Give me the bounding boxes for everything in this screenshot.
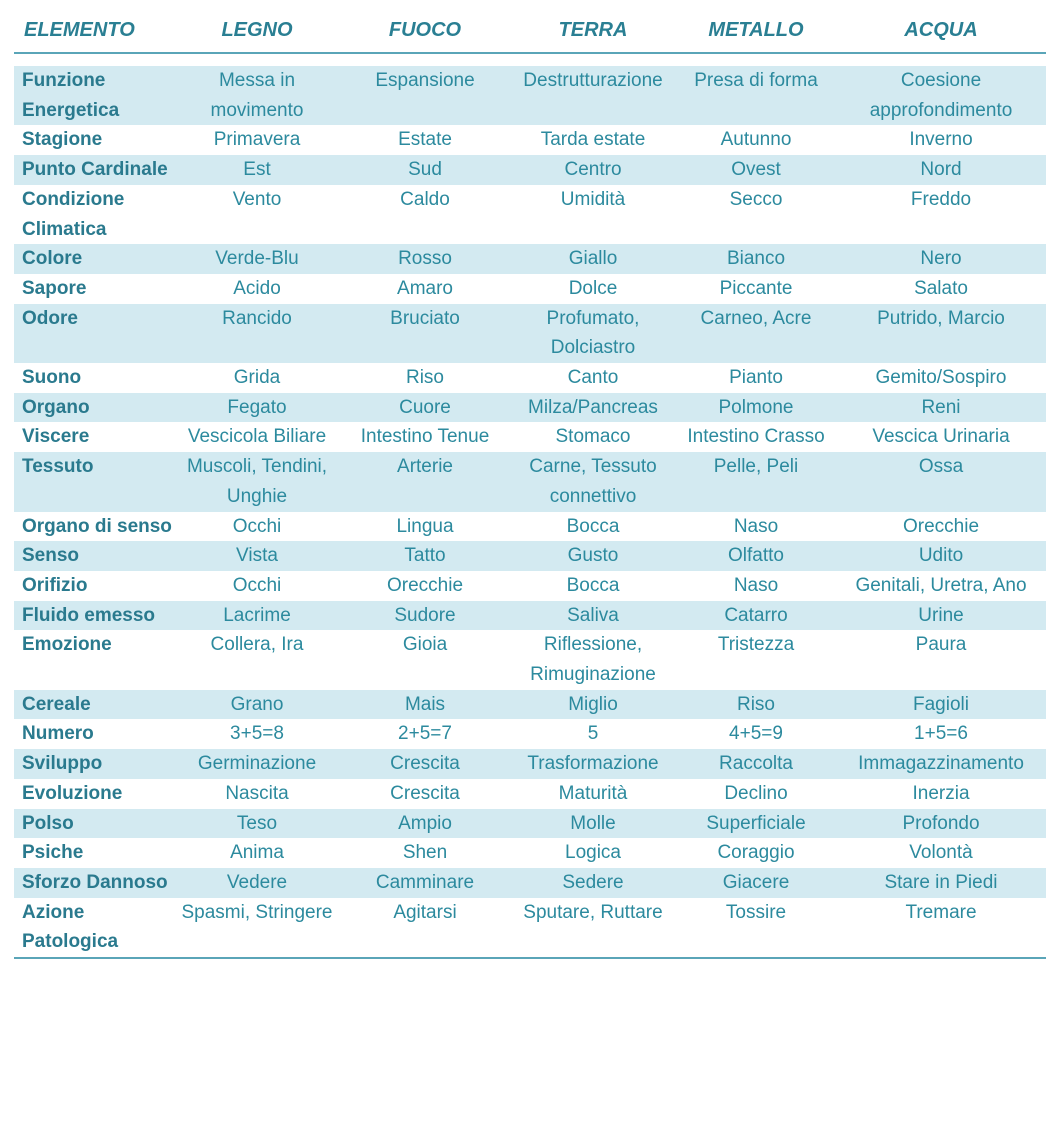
table-cell-terra: Tarda estate [540, 129, 646, 151]
table-cell-fuoco: Crescita [390, 782, 460, 804]
table-cell-acqua: Inerzia [912, 782, 970, 804]
table-row [14, 155, 1046, 185]
table-cell-metallo: Ovest [676, 155, 836, 185]
table-row [14, 838, 1046, 868]
table-cell-legno: Nascita [225, 782, 289, 804]
table-cell-legno: Anima [230, 842, 284, 864]
table-cell-legno: Vescicola Biliare [187, 426, 327, 448]
table-cell-acqua: Fagioli [836, 690, 1046, 720]
table-cell-terra: Trasformazione [510, 749, 676, 779]
row-label: Sapore [22, 277, 87, 299]
table-cell-acqua: Freddo [910, 188, 972, 210]
table-cell-fuoco: Mais [340, 690, 510, 720]
header-terra: TERRA [510, 8, 676, 53]
header-acqua: ACQUA [836, 8, 1046, 53]
table-cell-fuoco: Caldo [400, 188, 450, 210]
header-spacer [14, 53, 1046, 66]
row-label: Evoluzione [22, 782, 123, 804]
row-label: Odore [14, 304, 174, 363]
table-cell-acqua: Putrido, Marcio [836, 304, 1046, 363]
table-cell-acqua: Vescica Urinaria [872, 426, 1010, 448]
table-cell-fuoco: Gioia [402, 634, 448, 656]
table-cell-metallo: Tossire [676, 898, 836, 958]
table-row [14, 630, 1046, 689]
table-cell-acqua: Salato [914, 277, 968, 299]
table-cell-legno: Germinazione [174, 749, 340, 779]
row-label: Polso [14, 809, 174, 839]
table-cell-terra: Logica [565, 842, 621, 864]
table-row [14, 601, 1046, 631]
table-cell-legno: Rancido [174, 304, 340, 363]
table-cell-legno: Vista [174, 541, 340, 571]
table-cell-acqua: Tremare [836, 898, 1046, 958]
table-row [14, 571, 1046, 601]
table-cell-acqua: Orecchie [902, 515, 980, 537]
table-cell-fuoco: Bruciato [340, 304, 510, 363]
row-label: Stagione [22, 129, 103, 151]
table-cell-acqua: Urine [836, 601, 1046, 631]
table-body [14, 53, 1046, 958]
table-cell-legno: Spasmi, Stringere [174, 898, 340, 958]
table-cell-acqua: Genitali, Uretra, Ano [855, 574, 1027, 596]
table-cell-terra: Umidità [560, 188, 626, 210]
table-cell-legno: Fegato [174, 393, 340, 423]
table-cell-metallo: Olfatto [676, 541, 836, 571]
table-cell-metallo: Tristezza [717, 634, 795, 656]
spacer-cell [14, 53, 1046, 66]
row-label: Azione Patologica [14, 898, 174, 958]
row-label: Fluido emesso [14, 601, 174, 631]
table-cell-legno: Occhi [232, 574, 282, 596]
table-cell-metallo: Coraggio [717, 842, 795, 864]
table-cell-metallo: Declino [724, 782, 788, 804]
table-row [14, 422, 1046, 452]
row-label: Emozione [22, 634, 112, 656]
table-cell-fuoco: Ampio [340, 809, 510, 839]
table-cell-metallo: Pelle, Peli [676, 452, 836, 511]
row-label: Senso [14, 541, 174, 571]
table-cell-terra: Carne, Tessuto connettivo [510, 452, 676, 511]
table-cell-fuoco: Intestino Tenue [360, 426, 490, 448]
table-cell-legno: Grano [174, 690, 340, 720]
table-row [14, 274, 1046, 304]
table-cell-metallo: Pianto [729, 367, 783, 389]
table-cell-legno: Verde-Blu [174, 244, 340, 274]
row-label: Organo di senso [22, 515, 172, 537]
table-cell-terra: Sedere [510, 868, 676, 898]
table-cell-acqua: Immagazzinamento [836, 749, 1046, 779]
table-cell-terra: Stomaco [555, 426, 631, 448]
table-cell-fuoco: Espansione [340, 66, 510, 125]
five-elements-table [14, 8, 1046, 959]
row-label: Punto Cardinale [14, 155, 174, 185]
table-cell-legno: Teso [174, 809, 340, 839]
header-elemento: ELEMENTO [14, 8, 174, 53]
table-cell-legno: Muscoli, Tendini, Unghie [174, 452, 340, 511]
table-cell-terra: Riflessione, Rimuginazione [530, 634, 656, 686]
table-cell-acqua: Paura [915, 634, 967, 656]
table-cell-metallo: Superficiale [676, 809, 836, 839]
row-label: Cereale [14, 690, 174, 720]
table-cell-fuoco: Rosso [340, 244, 510, 274]
row-label: Tessuto [14, 452, 174, 511]
row-label: Organo [14, 393, 174, 423]
table-cell-legno: Messa in movimento [174, 66, 340, 125]
table-cell-legno: Occhi [232, 515, 282, 537]
row-label: Sforzo Dannoso [14, 868, 174, 898]
table-row [14, 779, 1046, 809]
row-label: Orifizio [22, 574, 88, 596]
table-cell-terra: Molle [510, 809, 676, 839]
row-label: Funzione Energetica [14, 66, 174, 125]
table-cell-metallo: Secco [729, 188, 783, 210]
table-row [14, 719, 1046, 749]
table-cell-fuoco: Arterie [340, 452, 510, 511]
table-cell-acqua: Nord [836, 155, 1046, 185]
table-row [14, 452, 1046, 511]
table-cell-fuoco: Orecchie [386, 574, 464, 596]
table-cell-legno: Est [174, 155, 340, 185]
table-cell-fuoco: Tatto [340, 541, 510, 571]
header-legno: LEGNO [174, 8, 340, 53]
table-cell-acqua: Reni [836, 393, 1046, 423]
table-cell-metallo: Intestino Crasso [687, 426, 825, 448]
table-cell-terra: Dolce [568, 277, 618, 299]
table-cell-fuoco: Riso [405, 367, 444, 389]
table-cell-terra: Profumato, Dolciastro [510, 304, 676, 363]
table-cell-metallo: Presa di forma [676, 66, 836, 125]
table-row [14, 185, 1046, 244]
table-cell-terra: Saliva [510, 601, 676, 631]
row-label: Condizione Climatica [22, 188, 125, 240]
row-label: Viscere [22, 426, 90, 448]
table-cell-metallo: Bianco [676, 244, 836, 274]
table-cell-acqua: Ossa [836, 452, 1046, 511]
table-cell-terra: Bocca [566, 515, 620, 537]
table-row [14, 244, 1046, 274]
table-cell-legno: Grida [233, 367, 281, 389]
table-cell-metallo: Polmone [676, 393, 836, 423]
table-cell-acqua: Gemito/Sospiro [875, 367, 1007, 389]
table-row [14, 690, 1046, 720]
table-cell-terra: Giallo [510, 244, 676, 274]
table-cell-terra: Gusto [510, 541, 676, 571]
table-cell-acqua: 1+5=6 [914, 723, 968, 745]
table-cell-acqua: Coesione approfondimento [836, 66, 1046, 125]
table-cell-acqua: Profondo [836, 809, 1046, 839]
table-cell-metallo: Naso [733, 515, 779, 537]
row-label: Numero [22, 723, 94, 745]
table-cell-metallo: Naso [733, 574, 779, 596]
table-row [14, 749, 1046, 779]
table-row [14, 512, 1046, 542]
table-cell-fuoco: Lingua [396, 515, 454, 537]
table-row [14, 898, 1046, 958]
table-cell-fuoco: Amaro [397, 277, 453, 299]
table-cell-acqua: Udito [836, 541, 1046, 571]
row-label: Suono [22, 367, 82, 389]
table-row [14, 393, 1046, 423]
table-cell-legno: Collera, Ira [210, 634, 304, 656]
table-cell-metallo: Riso [676, 690, 836, 720]
table-row [14, 868, 1046, 898]
elements-table-container [14, 8, 1046, 959]
table-cell-fuoco: Cuore [340, 393, 510, 423]
header-row [14, 8, 1046, 53]
table-cell-metallo: Autunno [720, 129, 792, 151]
table-cell-metallo: Raccolta [676, 749, 836, 779]
table-cell-terra: Miglio [510, 690, 676, 720]
table-cell-fuoco: Estate [398, 129, 452, 151]
table-cell-legno: Lacrime [174, 601, 340, 631]
table-cell-terra: Canto [567, 367, 619, 389]
table-cell-metallo: Giacere [676, 868, 836, 898]
row-label: Psiche [22, 842, 84, 864]
table-row [14, 809, 1046, 839]
table-cell-terra: Centro [510, 155, 676, 185]
row-label: Colore [14, 244, 174, 274]
table-header [14, 8, 1046, 53]
table-cell-metallo: 4+5=9 [729, 723, 783, 745]
table-cell-fuoco: Camminare [340, 868, 510, 898]
table-row [14, 66, 1046, 125]
table-cell-legno: Acido [233, 277, 281, 299]
table-cell-acqua: Stare in Piedi [836, 868, 1046, 898]
header-metallo: METALLO [676, 8, 836, 53]
table-row [14, 541, 1046, 571]
table-cell-fuoco: Shen [402, 842, 448, 864]
table-cell-terra: 5 [587, 723, 599, 745]
table-cell-legno: 3+5=8 [230, 723, 284, 745]
table-cell-legno: Vento [232, 188, 282, 210]
table-cell-fuoco: Sudore [340, 601, 510, 631]
row-label: Sviluppo [14, 749, 174, 779]
table-cell-metallo: Piccante [719, 277, 793, 299]
table-cell-metallo: Carneo, Acre [676, 304, 836, 363]
table-cell-legno: Vedere [174, 868, 340, 898]
table-row [14, 125, 1046, 155]
table-cell-terra: Maturità [558, 782, 628, 804]
table-cell-legno: Primavera [213, 129, 301, 151]
table-cell-fuoco: Sud [340, 155, 510, 185]
table-cell-terra: Milza/Pancreas [510, 393, 676, 423]
table-cell-fuoco: Agitarsi [340, 898, 510, 958]
table-cell-fuoco: 2+5=7 [398, 723, 452, 745]
table-cell-acqua: Volontà [909, 842, 973, 864]
table-cell-metallo: Catarro [676, 601, 836, 631]
header-fuoco: FUOCO [340, 8, 510, 53]
table-row [14, 363, 1046, 393]
table-cell-terra: Bocca [566, 574, 620, 596]
table-cell-terra: Destrutturazione [510, 66, 676, 125]
table-row [14, 304, 1046, 363]
table-cell-terra: Sputare, Ruttare [510, 898, 676, 958]
table-cell-acqua: Inverno [909, 129, 973, 151]
table-cell-fuoco: Crescita [340, 749, 510, 779]
table-cell-acqua: Nero [836, 244, 1046, 274]
